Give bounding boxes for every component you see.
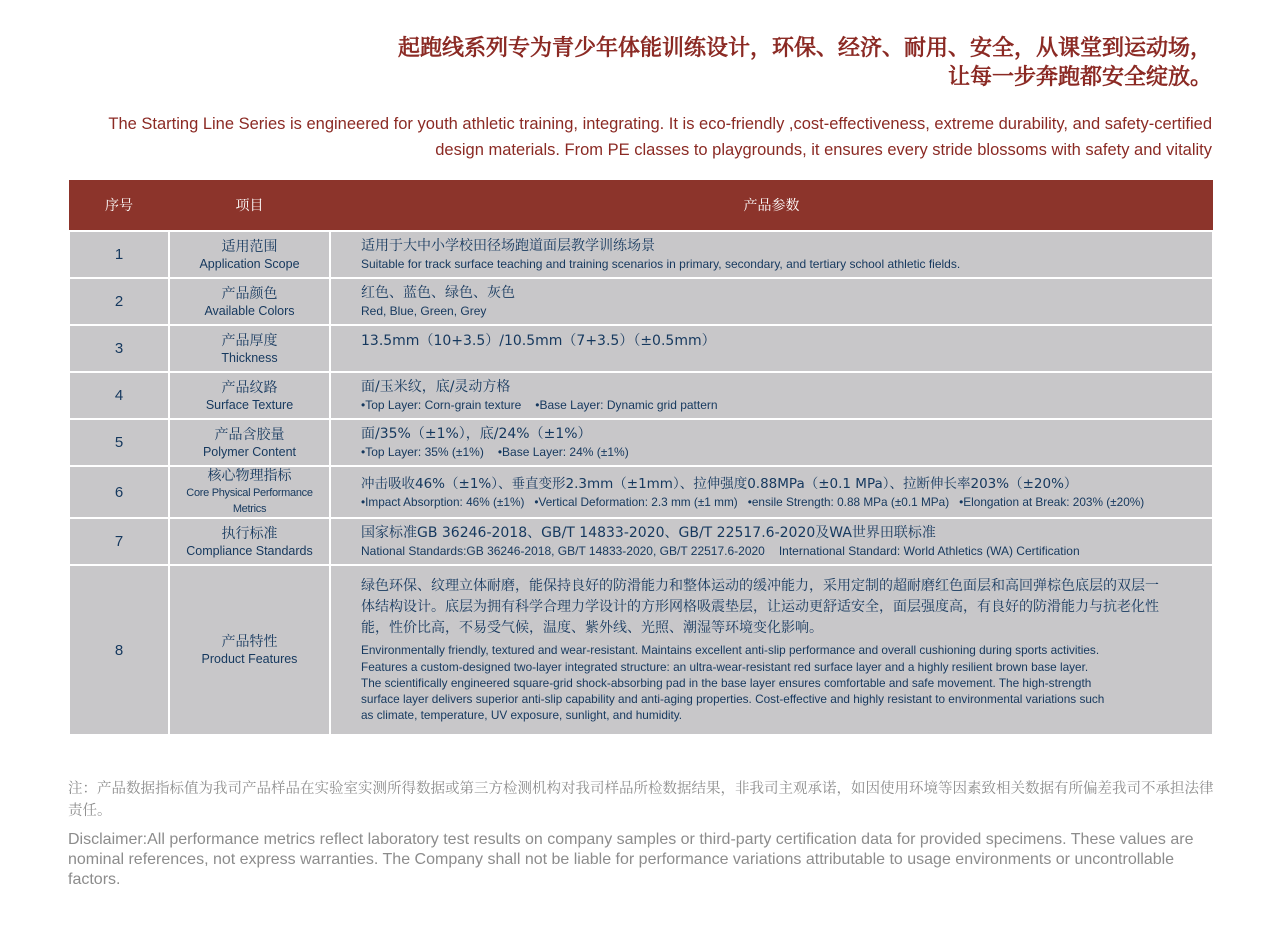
title-cn-line-2: 让每一步奔跑都安全绽放。	[947, 65, 1212, 90]
row-params	[330, 565, 1213, 735]
row-number: 3	[69, 325, 169, 372]
row-number: 2	[69, 278, 169, 325]
row-params	[330, 325, 1213, 372]
row-number: 7	[69, 518, 169, 565]
row-number: 6	[69, 466, 169, 518]
features-en: Environmentally friendly, textured and wear-resistant. Maintains excellent anti-slip performance and overall cushioning during sports activities. Features a custom-designed two-layer integrated structure: an ultra-wear-resistant red surface layer and a highly resilient brown base layer. The scientifically engineered square-grid shock-absorbing pad in the base layer ensures comfortable and safe movement. The high-strength surface layer delivers superior anti-slip capability and anti-aging properties. Cost-effective and highly resistant to environmental variations such as climate, temperature, UV exposure, sunlight, and humidity.	[361, 643, 1105, 723]
row-params	[330, 278, 1213, 325]
row-item	[169, 372, 330, 419]
param-en-part: •Elongation at Break: 203% (±20%)	[959, 494, 1145, 509]
param-cn: 面/玉米纹，底/灵动方格	[361, 379, 511, 395]
item-label-cn: 产品含胶量	[214, 426, 285, 443]
item-label-en: Core Physical Performance Metrics	[186, 487, 313, 515]
row-item	[169, 565, 330, 735]
table-row	[69, 565, 1213, 735]
item-label-en: Surface Texture	[205, 397, 294, 412]
row-number: 4	[69, 372, 169, 419]
param-cn: 适用于大中小学校田径场跑道面层教学训练场景	[361, 238, 655, 254]
item-label-en: Product Features	[201, 652, 298, 666]
item-label-en: Compliance Standards	[186, 543, 313, 558]
param-cn: 13.5mm（10+3.5）/10.5mm（7+3.5）（±0.5mm）	[361, 333, 716, 349]
row-params	[330, 372, 1213, 419]
param-en	[361, 494, 1202, 510]
item-label-en: Available Colors	[204, 303, 295, 318]
item-label-cn: 执行标准	[221, 525, 278, 542]
param-en-part: •Top Layer: Corn-grain texture	[361, 398, 522, 412]
param-en: Red, Blue, Green, Grey	[361, 304, 487, 318]
param-en-part: •Base Layer: Dynamic grid pattern	[535, 398, 718, 412]
table-row	[69, 419, 1213, 466]
param-cn: 国家标准GB 36246-2018、GB/T 14833-2020、GB/T 22517.6-2020及WA世界田联标准	[361, 525, 936, 541]
row-item	[169, 419, 330, 466]
header-item: 项目	[169, 180, 330, 231]
header-params: 产品参数	[330, 180, 1213, 231]
item-label-en: Thickness	[221, 350, 278, 365]
item-label-cn: 适用范围	[221, 238, 278, 255]
row-params	[330, 231, 1213, 278]
row-item	[169, 231, 330, 278]
item-label-en: Polymer Content	[202, 444, 297, 459]
item-label-cn: 产品厚度	[221, 332, 278, 349]
table-header-row	[69, 180, 1213, 231]
param-en-part: •Impact Absorption: 46% (±1%)	[361, 494, 525, 509]
row-params	[330, 466, 1213, 518]
row-item	[169, 466, 330, 518]
row-item	[169, 278, 330, 325]
item-label-cn: 产品纹路	[221, 379, 278, 396]
param-en-part: National Standards:GB 36246-2018, GB/T 14833-2020, GB/T 22517.6-2020	[361, 544, 765, 558]
param-cn: 红色、蓝色、绿色、灰色	[361, 285, 515, 301]
item-label-cn: 产品特性	[221, 634, 278, 650]
title-cn-line-1: 起跑线系列专为青少年体能训练设计，环保、经济、耐用、安全，从课堂到运动场，	[397, 36, 1212, 61]
row-item	[169, 518, 330, 565]
disclaimer-en: Disclaimer:All performance metrics reflect laboratory test results on company samples or third-party certification data for provided specimens. These values are nominal references, not express warranties. The Company shall not be liable for performance variations attributable to usage environments or uncontrollable factors.	[68, 831, 1194, 888]
row-number: 8	[69, 565, 169, 735]
row-params	[330, 518, 1213, 565]
page-title-cn	[398, 34, 1212, 92]
param-en-part: •Top Layer: 35% (±1%)	[361, 445, 484, 459]
table-row	[69, 466, 1213, 518]
product-parameter-table	[68, 180, 1214, 736]
item-label-cn: 产品颜色	[221, 285, 278, 302]
param-en: Suitable for track surface teaching and training scenarios in primary, secondary, and tertiary school athletic fields.	[361, 257, 961, 271]
table-row	[69, 325, 1213, 372]
param-en	[361, 444, 1202, 460]
param-en	[361, 397, 1202, 413]
page-title-en: The Starting Line Series is engineered for youth athletic training, integrating. It is eco-friendly ,cost-effectiveness, extreme durability, and safety-certified design materials. From PE classes to playgrounds, it ensures every stride blossoms with safety and vitality	[108, 115, 1212, 159]
table-row	[69, 518, 1213, 565]
param-en-part: •ensile Strength: 0.88 MPa (±0.1 MPa)	[747, 494, 950, 509]
param-cn: 冲击吸收46%（±1%）、垂直变形2.3mm（±1mm）、拉伸强度0.88MPa（±0.1 MPa）、拉断伸长率203%（±20%）	[361, 475, 1078, 492]
param-en-part: International Standard: World Athletics (WA) Certification	[778, 544, 1080, 558]
param-en	[361, 543, 1202, 559]
row-number: 5	[69, 419, 169, 466]
row-number: 1	[69, 231, 169, 278]
note-cn: 注：产品数据指标值为我司产品样品在实验室实测所得数据或第三方检测机构对我司样品所检数据结果，非我司主观承诺，如因使用环境等因素致相关数据有所偏差我司不承担法律责任。	[68, 781, 1214, 819]
features-cn: 绿色环保、纹理立体耐磨，能保持良好的防滑能力和整体运动的缓冲能力，采用定制的超耐磨红色面层和高回弹棕色底层的双层一体结构设计。底层为拥有科学合理力学设计的方形网格吸震垫层，让运动更舒适安全，面层强度高，有良好的防滑能力与抗老化性能，性价比高，不易受气候，温度、紫外线、光照、潮湿等环境变化影响。	[361, 578, 1159, 637]
param-en-part: •Vertical Deformation: 2.3 mm (±1 mm)	[534, 494, 738, 509]
param-cn: 面/35%（±1%），底/24%（±1%）	[361, 426, 592, 442]
table-row	[69, 372, 1213, 419]
item-label-en: Application Scope	[199, 256, 300, 271]
param-en-part: •Base Layer: 24% (±1%)	[497, 445, 629, 459]
item-label-cn: 核心物理指标	[207, 468, 292, 484]
row-params	[330, 419, 1213, 466]
row-item	[169, 325, 330, 372]
table-row	[69, 231, 1213, 278]
table-row	[69, 278, 1213, 325]
header-no: 序号	[69, 180, 169, 231]
